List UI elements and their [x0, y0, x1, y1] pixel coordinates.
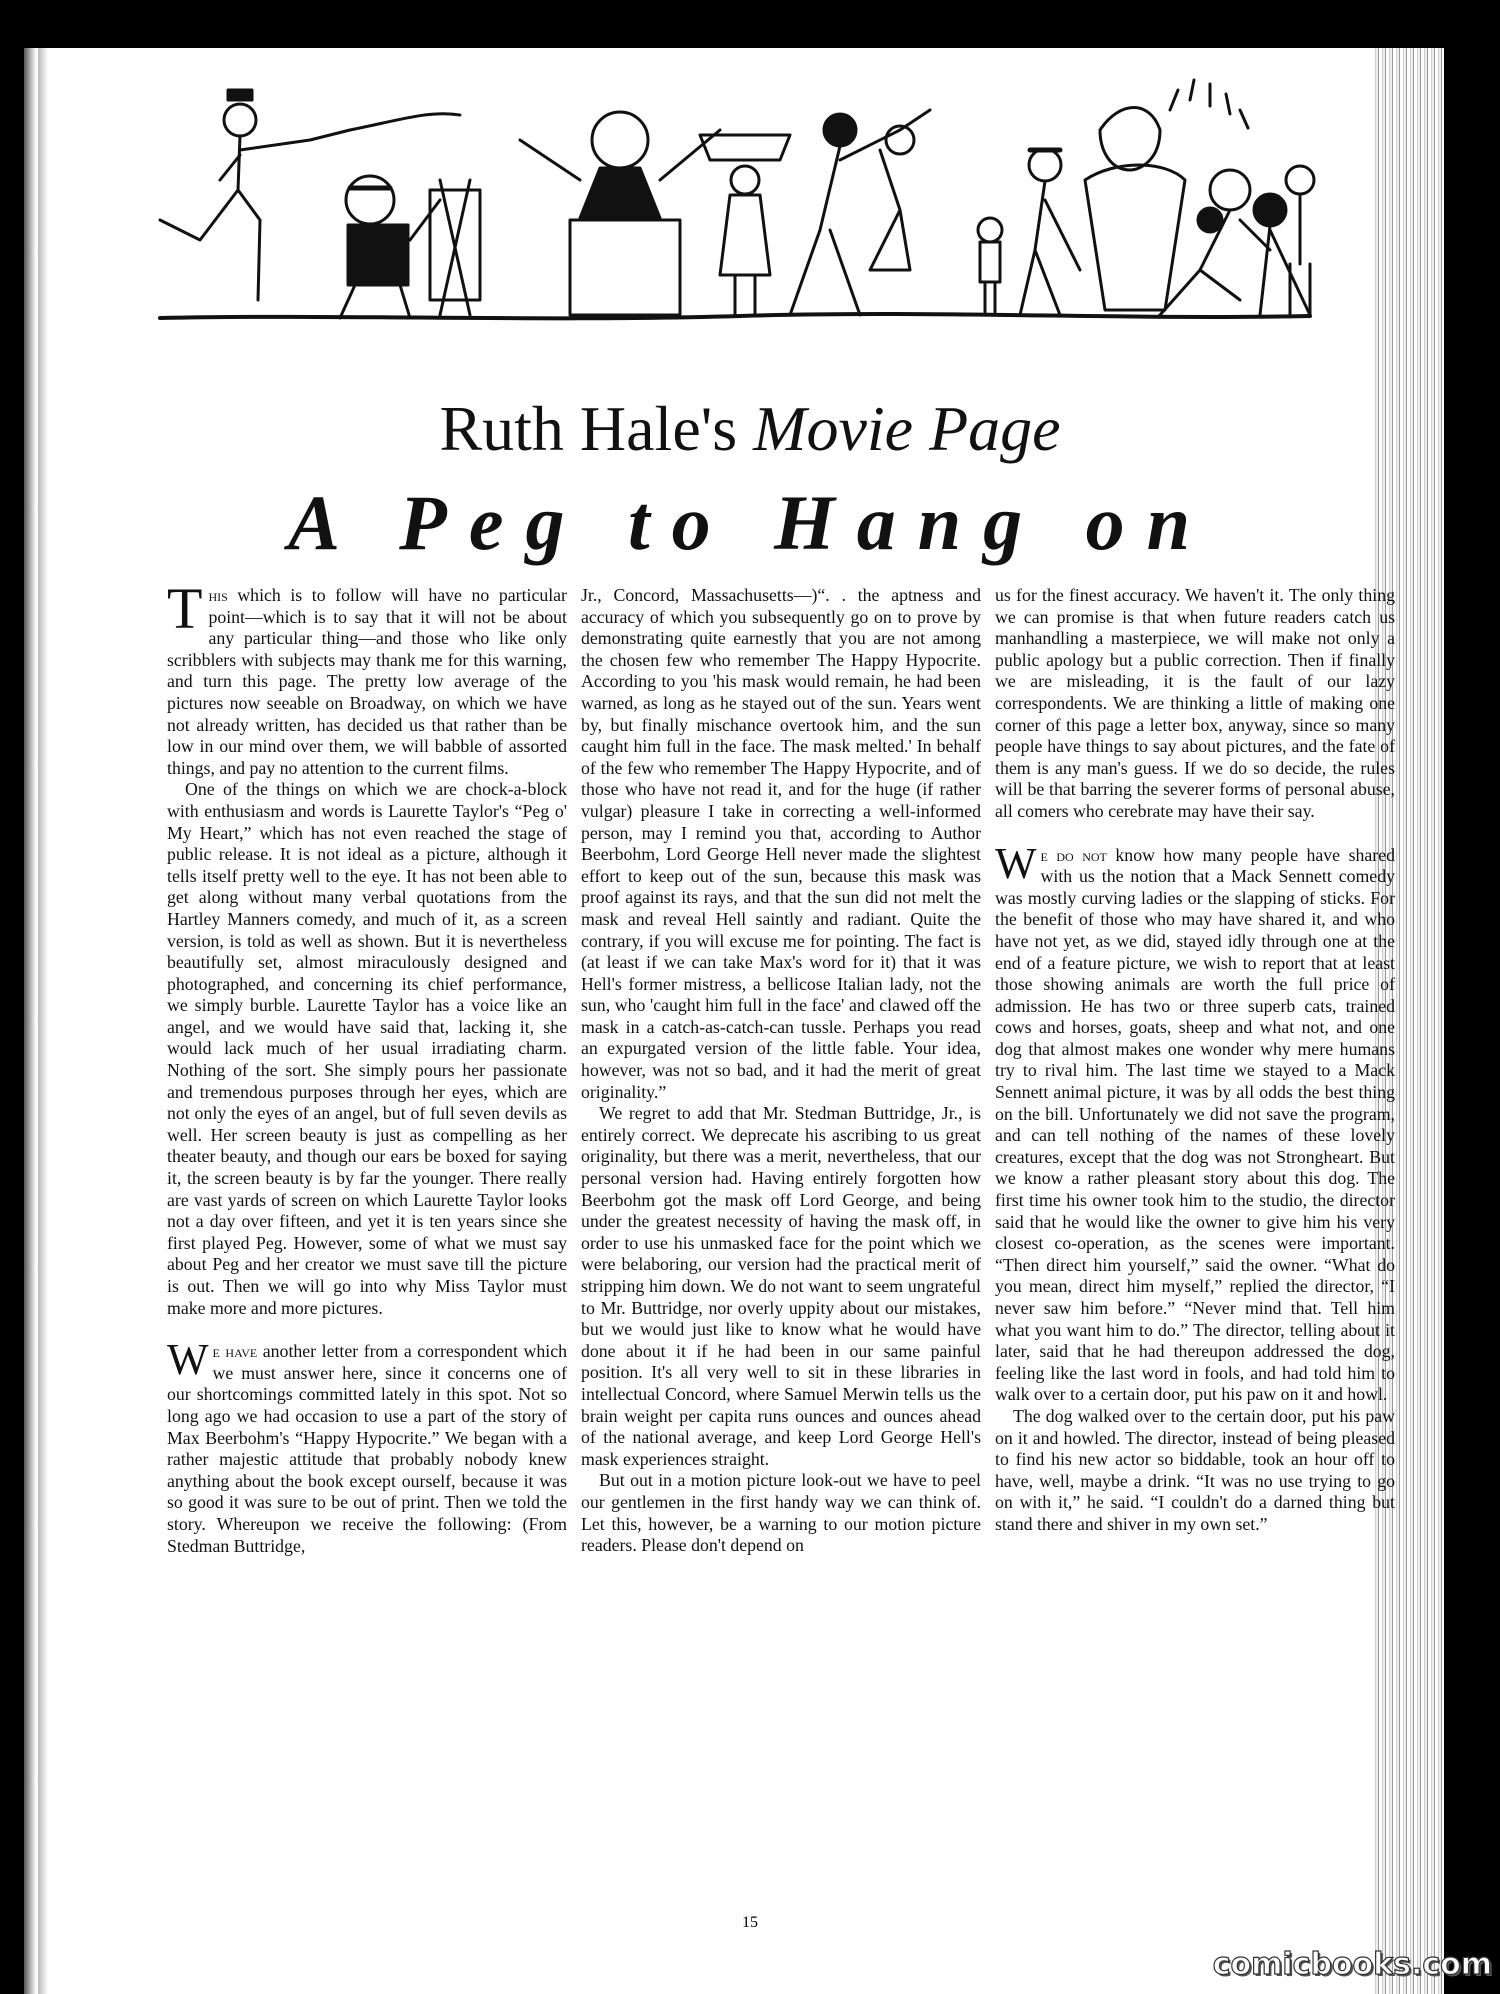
paragraph: us for the finest accuracy. We haven't it. The only thing we can promise is that when future readers catch us manhandling a masterpiece, we will make not only a public apology but a public correction. Then if finally we are misleading, it is the fault of our lazy correspondents. We are thinking a little of making one corner of this page a letter box, anyway, since so many people have things to say about pictures, and the fate of them is any man's guess. If we do so decide, the rules will be that barring the severer forms of personal abuse, all comers who cerebrate may have their say. [995, 585, 1395, 821]
cartoon-banner-illustration [140, 70, 1330, 335]
paragraph-text: know how many people have shared with us the notion that a Mack Sennett comedy was mostly curving ladies or the slapping of sticks. For the benefit of those who may have shared it, and who have not yet, as we did, stayed idly through one at the end of a feature picture, we wish to report that at least those showing animals are worth the full price of admission. He has two or three superb cats, trained cows and horses, goats, sheep and what not, and one dog that almost makes one wonder why mere humans try to rival him. The last time we stayed to a Mack Sennett animal picture, it was by all odds the best thing on the bill. Unfortunately we did not save the program, and can tell nothing of the names of these lovely creatures, except that the dog was not Strongheart. But we know a rather pleasant story about this dog. The first time his owner took him to the studio, the director said that he would like the owner to give him his very closest co-operation, as the scenes were important. “Then direct him yourself,” said the owner. “What do you mean, direct him myself,” replied the director, “I never saw him before.” “Never mind that. Tell him what you want him to do.” The director, telling about it later, said that he had thereupon addressed the dog, feeling like the last word in fools, and had told him to walk over to a certain door, put his paw on it and howl. [995, 844, 1395, 1405]
paragraph: The dog walked over to the certain door, put his paw on it and howled. The director, instead of being pleased to find his new actor so biddable, took an hour off to have, well, maybe a drink. “It was no use trying to go on with it,” he said. “I couldn't do a darned thing but stand there and shiver in my own set.” [995, 1405, 1395, 1534]
paragraph [167, 1335, 567, 1557]
column-2 [581, 585, 981, 1557]
paragraph [995, 838, 1395, 1406]
paragraph-text: which is to follow will have no particular point—which is to say that it will not be about any particular thing—and those who like only scribblers with subjects may thank me for this warning, and turn this page. The pretty low average of the pictures now seeable on Broadway, on which we have not already written, has decided us that rather than be low in our mind over them, we will babble of assorted things, and pay no attention to the current films. [167, 585, 567, 778]
paragraph: One of the things on which we are chock-a-block with enthusiasm and words is Laurette Taylor's “Peg o' My Heart,” which has not even reached the stage of public release. It is not ideal as a picture, although it tells itself pretty well to the eye. It has not been able to get along without many verbal quotations from the Hartley Manners comedy, and much of it, as a screen version, is told as well as shown. But it is nevertheless beautifully set, almost miraculously designed and photographed, and concerning its chief performance, we simply burble. Laurette Taylor has a voice like an angel, and we would have said that, lacking it, she would lack much of her usual irradiating charm. Nothing of the sort. She simply pours her passionate and tremendous purposes through her eyes, which are not only the eyes of an angel, but of full seven devils as well. Her screen beauty is just as compelling as her theater beauty, and though our ears be boxed for saying it, the screen beauty is by far the younger. There really are vast yards of screen on which Laurette Taylor looks not a day over fifteen, and yet it is ten years since she first played Peg. However, some of what we must say about Peg and her creator we must save till the picture is out. Then we will go into why Miss Taylor must make more and more pictures. [167, 779, 567, 1318]
watermark: comicbooks.com [1212, 1947, 1492, 1982]
column-1 [167, 576, 567, 1557]
column-3 [995, 585, 1395, 1536]
paragraph: We regret to add that Mr. Stedman Buttridge, Jr., is entirely correct. We deprecate his ascribing to us great originality, but there was a merit, nevertheless, that our personal version had. Having entirely forgotten how Beerbohm got the mask off Lord George, and being under the greatest necessity of having the mask off, in order to use his unmasked face for the point which we were belaboring, our version had the practical merit of stripping him down. We do not want to seem ungrateful to Mr. Buttridge, nor overly uppity about our mistakes, but we would just like to know what he would have done about it if he had been in our same painful position. It's all very well to sit in these libraries in intellectual Concord, where Samuel Merwin tells us the brain weight per capita runs ounces and ounces ahead of the national average, and keep Lord George Hell's mask experiences straight. [581, 1103, 981, 1469]
paragraph-text: another letter from a correspondent which we must answer here, since it concerns one of our shortcomings committed lately in this spot. Not so long ago we had occasion to use a part of the story of Max Beerbohm's “Happy Hypocrite.” We began with a rather majestic attitude that probably nobody knew anything about the book except ourself, because it was so good it was sure to be out of print. Then we told the story. Whereupon we receive the following: (From Stedman Buttridge, [167, 1341, 567, 1556]
lead-in: e do not [1040, 844, 1107, 865]
article-headline: A Peg to Hang on [287, 479, 1213, 566]
page-left-edge [24, 48, 36, 1994]
page-title [0, 392, 1500, 466]
drop-cap: W [995, 838, 1037, 888]
section-gap [995, 823, 1395, 845]
gutter-shadow [38, 48, 48, 1994]
lead-in: e have [212, 1341, 258, 1362]
page-number: 15 [742, 1914, 758, 1931]
section-gap [167, 1319, 567, 1341]
title-italic: Movie Page [753, 393, 1061, 464]
lead-in: his [208, 585, 228, 605]
paragraph: But out in a motion picture look-out we have to peel our gentlemen in the first handy way we can think of. Let this, however, be a warning to our motion picture readers. Please don't depend on [581, 1470, 981, 1556]
drop-cap: T [167, 576, 203, 641]
title-plain: Ruth Hale's [439, 393, 738, 464]
paragraph [167, 576, 567, 779]
drop-cap: W [167, 1335, 209, 1385]
paragraph: Jr., Concord, Massachusetts—)“. . the aptness and accuracy of which you subsequently go on to prove by demonstrating quite earnestly that you are not among the chosen few who remember The Happy Hypocrite. According to you 'his mask would remain, he had been warned, as long as he stayed out of the sun. Years went by, but finally mischance overtook him, and the sun caught him full in the face. The mask melted.' In behalf of the few who remember The Happy Hypocrite, and of those who have not read it, and for the huge (if rather vulgar) pleasure I take in correcting a well-informed person, may I remind you that, according to Author Beerbohm, Lord George Hell never made the slightest effort to keep out of the sun, because this mask was proof against its rays, and that the sun did not melt the mask and reveal Hell saintly and radiant. Quite the contrary, if you will excuse me for pointing. The fact is (at least if we can take Max's word for it) that it was Hell's former mistress, a bellicose Italian lady, not the sun, who 'caught him full in the face' and clawed off the mask in a catch-as-catch-can tussle. Perhaps you read an expurgated version of the little fable. Your idea, however, was not so bad, and it had the merit of great originality.” [581, 585, 981, 1102]
